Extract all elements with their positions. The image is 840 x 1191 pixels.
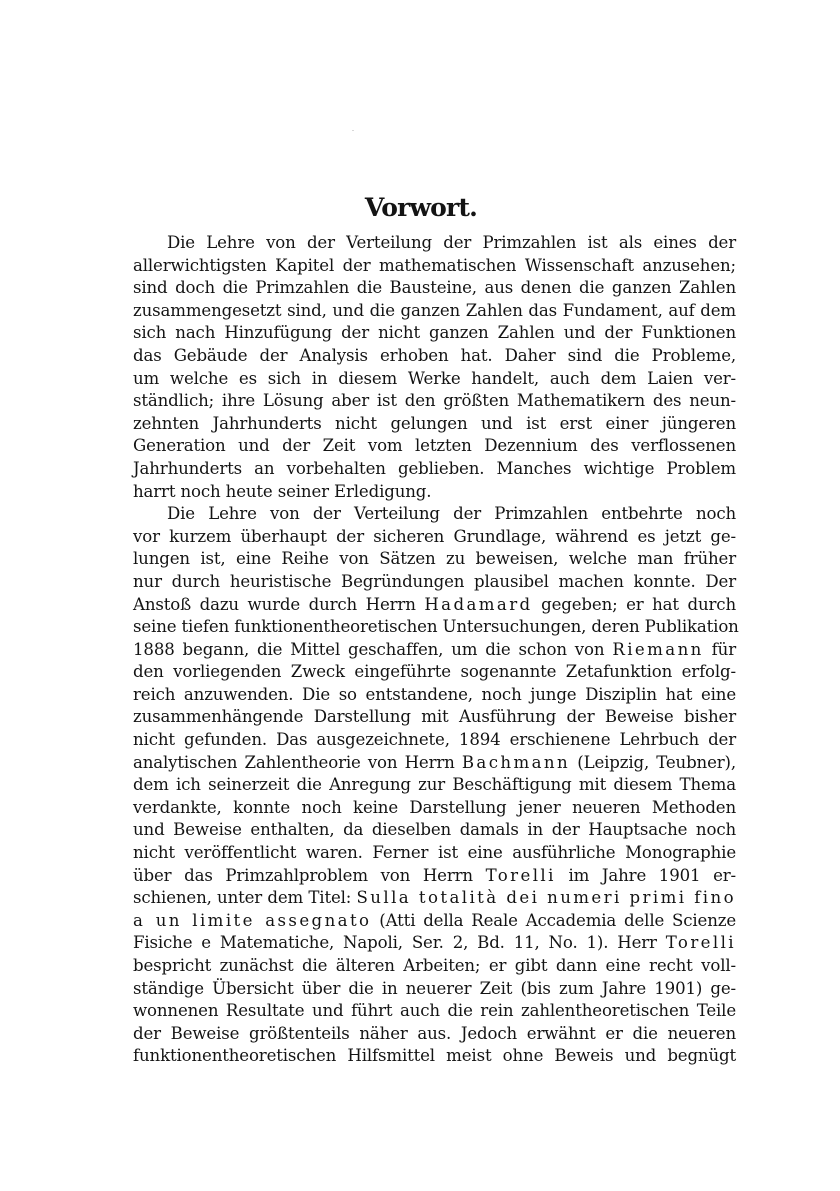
text-line: harrt noch heute seiner Erledigung.	[133, 481, 432, 501]
text-line: funktionentheoretischen Hilfsmittel meist ohne Beweis und begnügt	[133, 1046, 736, 1066]
text-fragment: (Atti della Reale Accademia delle Scienze	[371, 910, 736, 930]
text-line: reich anzuwenden. Die so entstandene, noch junge Disziplin hat eine	[133, 684, 736, 704]
spaced-name: Torelli	[485, 865, 556, 885]
text-line	[133, 752, 736, 775]
spaced-name: Riemann	[612, 639, 704, 659]
text-line: zusammenhängende Darstellung mit Ausführung der Beweise bisher	[133, 707, 736, 727]
text-line	[133, 865, 736, 888]
text-line: wonnenen Resultate und führt auch die rein zahlentheoretischen Teile	[133, 1001, 736, 1021]
text-line: und Beweise enthalten, da dieselben damals in der Hauptsache noch	[133, 820, 736, 840]
spaced-name: Hadamard	[424, 594, 533, 614]
text-fragment: über das Primzahlproblem von Herrn	[133, 865, 486, 885]
text-line: den vorliegenden Zweck eingeführte sogenannte Zetafunktion erfolg-	[133, 662, 736, 682]
spaced-name: Torelli	[665, 933, 736, 953]
text-fragment: 1888 begann, die Mittel geschaffen, um die schon von	[133, 639, 613, 659]
text-fragment: im Jahre 1901 er-	[555, 865, 736, 885]
text-line: allerwichtigsten Kapitel der mathematischen Wissenschaft anzusehen;	[133, 255, 736, 275]
text-line	[133, 932, 736, 955]
text-line: dem ich seinerzeit die Anregung zur Beschäftigung mit diesem Thema	[133, 775, 736, 795]
spaced-name: Bachmann	[461, 752, 571, 772]
text-line	[133, 639, 736, 662]
text-line: seine tiefen funktionentheoretischen Untersuchungen, deren Publikation	[133, 617, 739, 637]
text-fragment: schienen, unter dem Titel:	[133, 888, 357, 908]
text-line: Die Lehre von der Verteilung der Primzahlen entbehrte noch	[167, 504, 736, 524]
text-line: sich nach Hinzufügung der nicht ganzen Zahlen und der Funktionen	[133, 323, 736, 343]
text-fragment: gegeben; er hat durch	[532, 594, 736, 614]
text-line: bespricht zunächst die älteren Arbeiten; er gibt dann eine recht voll-	[133, 956, 736, 975]
text-line: der Beweise größtenteils näher aus. Jedoch erwähnt er die neueren	[133, 1023, 736, 1043]
text-fragment: Fisiche e Matematiche, Napoli, Ser. 2, Bd. 11, No. 1). Herr	[133, 933, 666, 953]
text-line: zehnten Jahrhunderts nicht gelungen und ist erst einer jüngeren	[133, 413, 736, 433]
text-line	[133, 910, 736, 933]
page-title: Vorwort.	[364, 193, 478, 222]
spaced-name: a un limite assegnato	[133, 910, 372, 930]
text-line: Generation und der Zeit vom letzten Dezennium des verflossenen	[133, 436, 736, 456]
text-line: vor kurzem überhaupt der sicheren Grundlage, während es jetzt ge-	[133, 526, 736, 546]
text-fragment: Anstoß dazu wurde durch Herrn	[133, 594, 425, 614]
spaced-name: Sulla totalità dei numeri primi fino	[356, 888, 736, 908]
text-fragment: (Leipzig, Teubner),	[570, 752, 736, 772]
text-fragment: für	[703, 639, 736, 659]
text-line: um welche es sich in diesem Werke handelt, auch dem Laien ver-	[133, 368, 736, 388]
text-line: ständige Übersicht über die in neuerer Zeit (bis zum Jahre 1901) ge-	[133, 978, 736, 998]
text-line	[133, 594, 736, 617]
text-line: Die Lehre von der Verteilung der Primzahlen ist als eines der	[167, 233, 736, 252]
text-line: verdankte, konnte noch keine Darstellung jener neueren Methoden	[133, 797, 736, 817]
text-line: lungen ist, eine Reihe von Sätzen zu beweisen, welche man früher	[133, 549, 736, 569]
text-line: sind doch die Primzahlen die Bausteine, aus denen die ganzen Zahlen	[133, 278, 736, 298]
text-line: nicht gefunden. Das ausgezeichnete, 1894 erschienene Lehrbuch der	[133, 730, 736, 750]
text-line: das Gebäude der Analysis erhoben hat. Daher sind die Probleme,	[133, 345, 736, 365]
text-line	[133, 887, 736, 910]
text-line: Jahrhunderts an vorbehalten geblieben. Manches wichtige Problem	[133, 458, 736, 478]
text-line: nur durch heuristische Begründungen plausibel machen konnte. Der	[133, 571, 736, 591]
preface-body	[133, 232, 739, 1068]
text-line: zusammengesetzt sind, und die ganzen Zahlen das Fundament, auf dem	[133, 300, 736, 320]
paper-speck	[352, 130, 354, 131]
text-line: ständlich; ihre Lösung aber ist den größten Mathematikern des neun-	[133, 391, 736, 411]
text-line: nicht veröffentlicht waren. Ferner ist eine ausführliche Monographie	[133, 843, 736, 863]
text-fragment: analytischen Zahlentheorie von Herrn	[133, 752, 462, 772]
